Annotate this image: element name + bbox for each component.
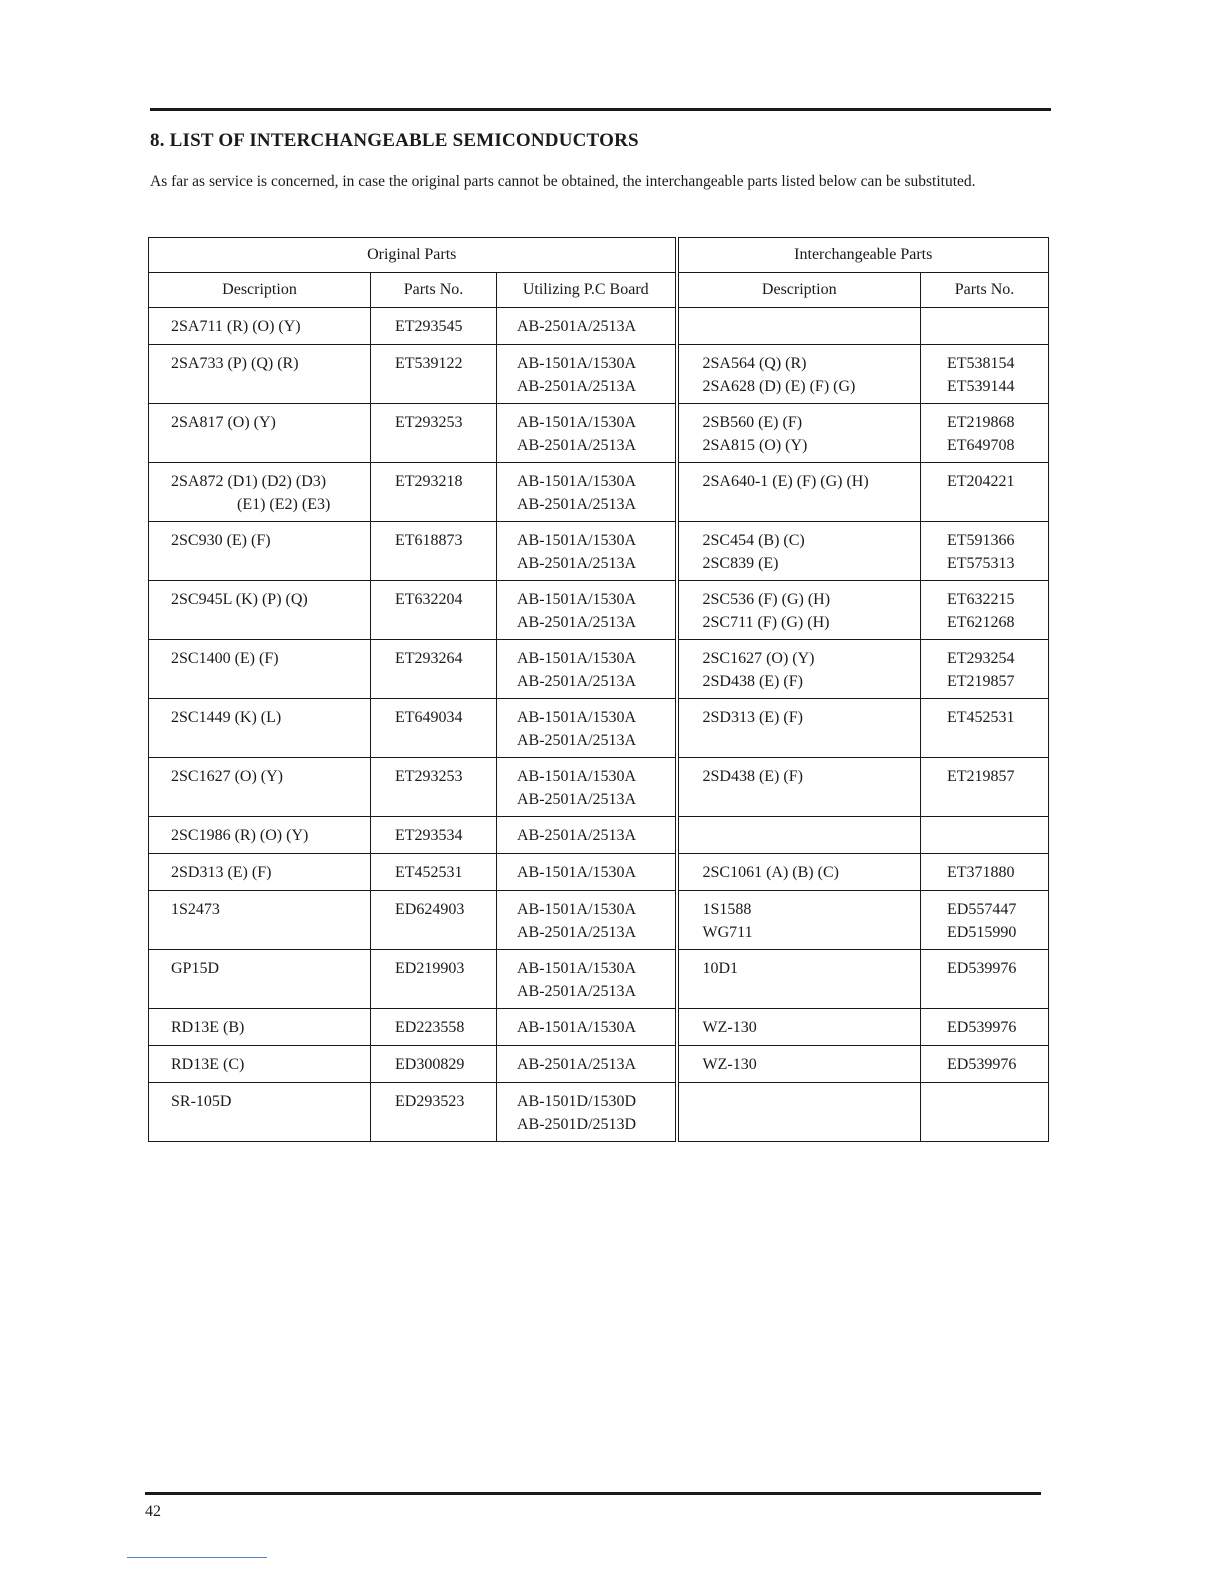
cell-line: AB-2501A/2513A — [517, 613, 637, 631]
cell-description — [149, 1009, 371, 1046]
cell-parts-no — [371, 404, 497, 463]
cell-line: ET219857 — [947, 768, 1015, 785]
cell-line: 2SC839 (E) — [702, 554, 779, 572]
cell-description — [149, 308, 371, 345]
cell-description — [149, 891, 371, 950]
col-board: Utilizing P.C Board — [497, 273, 677, 308]
cell-line: 2SC1986 (R) (O) (Y) — [171, 827, 309, 844]
cell-line: ET293545 — [395, 318, 463, 335]
cell-board — [497, 345, 677, 404]
cell-line: 2SC945L (K) (P) (Q) — [171, 591, 308, 608]
cell-line: ET591366 — [947, 532, 1015, 549]
cell-alt-parts-no — [921, 1046, 1049, 1083]
cell-alt-description — [677, 404, 921, 463]
cell-line: 2SD438 (E) (F) — [702, 672, 803, 690]
cell-parts-no — [371, 854, 497, 891]
cell-alt-description — [677, 891, 921, 950]
cell-description — [149, 950, 371, 1009]
table-row — [149, 1083, 1049, 1142]
table-row — [149, 854, 1049, 891]
cell-line: 2SA628 (D) (E) (F) (G) — [702, 377, 856, 395]
cell-alt-parts-no — [921, 699, 1049, 758]
cell-board — [497, 1083, 677, 1142]
cell-line: ET538154 — [947, 355, 1015, 372]
cell-line: AB-2501A/2513A — [517, 923, 637, 941]
cell-line: (E1) (E2) (E3) — [237, 495, 331, 513]
cell-board — [497, 758, 677, 817]
cell-alt-description — [677, 817, 921, 854]
cell-parts-no — [371, 891, 497, 950]
cell-line: 2SC1449 (K) (L) — [171, 709, 282, 726]
cell-alt-parts-no — [921, 891, 1049, 950]
cell-alt-description — [677, 345, 921, 404]
cell-line: AB-1501A/1530A — [517, 709, 637, 726]
cell-line: AB-2501A/2513A — [517, 827, 637, 844]
cell-description — [149, 1083, 371, 1142]
table-row — [149, 758, 1049, 817]
cell-line: 2SC1400 (E) (F) — [171, 650, 279, 667]
cell-line: 2SA872 (D1) (D2) (D3) — [171, 473, 327, 490]
cell-alt-parts-no — [921, 1009, 1049, 1046]
cell-line: AB-1501A/1530A — [517, 414, 637, 431]
cell-line: AB-1501A/1530A — [517, 532, 637, 549]
cell-parts-no — [371, 581, 497, 640]
cell-line: ED515990 — [947, 923, 1017, 941]
cell-line: ET632204 — [395, 591, 463, 608]
table-row — [149, 345, 1049, 404]
cell-line: 2SC1061 (A) (B) (C) — [702, 864, 839, 881]
cell-line: 2SC1627 (O) (Y) — [171, 768, 283, 785]
cell-alt-description — [677, 758, 921, 817]
cell-description — [149, 522, 371, 581]
cell-line: AB-2501A/2513A — [517, 672, 637, 690]
footer-mark — [127, 1557, 267, 1558]
cell-line: ED624903 — [395, 901, 465, 918]
cell-alt-description — [677, 1046, 921, 1083]
cell-line: ED539976 — [947, 1056, 1017, 1073]
cell-line: ED293523 — [395, 1093, 465, 1110]
original-parts-header: Original Parts — [149, 238, 677, 273]
table-row — [149, 950, 1049, 1009]
table-row — [149, 817, 1049, 854]
cell-line: AB-2501A/2513A — [517, 1056, 637, 1073]
col-alt-parts-no: Parts No. — [921, 273, 1049, 308]
cell-parts-no — [371, 699, 497, 758]
cell-alt-description — [677, 699, 921, 758]
cell-description — [149, 758, 371, 817]
table-body — [149, 308, 1049, 1142]
cell-line: AB-1501A/1530A — [517, 901, 637, 918]
cell-alt-description — [677, 950, 921, 1009]
cell-description — [149, 1046, 371, 1083]
cell-line: ET293253 — [395, 768, 463, 785]
cell-alt-description — [677, 1009, 921, 1046]
cell-board — [497, 404, 677, 463]
cell-parts-no — [371, 1046, 497, 1083]
cell-line: AB-1501A/1530A — [517, 1019, 637, 1036]
cell-line: ED300829 — [395, 1056, 465, 1073]
cell-line: ET293253 — [395, 414, 463, 431]
cell-line: ET293264 — [395, 650, 463, 667]
cell-description — [149, 640, 371, 699]
cell-board — [497, 891, 677, 950]
cell-alt-parts-no — [921, 522, 1049, 581]
table-row — [149, 699, 1049, 758]
cell-board — [497, 699, 677, 758]
cell-line: AB-1501A/1530A — [517, 650, 637, 667]
cell-line: AB-1501A/1530A — [517, 864, 637, 881]
interchangeable-parts-header: Interchangeable Parts — [677, 238, 1049, 273]
cell-line: 2SD438 (E) (F) — [702, 768, 803, 785]
cell-line: AB-2501D/2513D — [517, 1115, 637, 1133]
cell-parts-no — [371, 758, 497, 817]
cell-line: WZ-130 — [702, 1056, 757, 1073]
cell-description — [149, 699, 371, 758]
cell-line: ET649034 — [395, 709, 463, 726]
cell-line: RD13E (C) — [171, 1056, 245, 1073]
cell-line: ED557447 — [947, 901, 1017, 918]
cell-line: ET452531 — [947, 709, 1015, 726]
cell-line: AB-2501A/2513A — [517, 790, 637, 808]
cell-line: 2SD313 (E) (F) — [171, 864, 272, 881]
cell-alt-parts-no — [921, 345, 1049, 404]
cell-line: 2SC930 (E) (F) — [171, 532, 271, 549]
cell-line: 10D1 — [702, 960, 739, 977]
cell-description — [149, 854, 371, 891]
cell-parts-no — [371, 345, 497, 404]
cell-alt-parts-no — [921, 308, 1049, 345]
cell-line: AB-2501A/2513A — [517, 731, 637, 749]
cell-parts-no — [371, 1083, 497, 1142]
cell-line: AB-2501A/2513A — [517, 377, 637, 395]
cell-description — [149, 581, 371, 640]
cell-parts-no — [371, 1009, 497, 1046]
cell-alt-parts-no — [921, 854, 1049, 891]
cell-alt-description — [677, 854, 921, 891]
cell-line: 2SA640-1 (E) (F) (G) (H) — [702, 473, 869, 490]
cell-board — [497, 854, 677, 891]
cell-board — [497, 950, 677, 1009]
cell-board — [497, 640, 677, 699]
col-alt-description: Description — [677, 273, 921, 308]
cell-description — [149, 817, 371, 854]
cell-line: ET293218 — [395, 473, 463, 490]
cell-alt-parts-no — [921, 463, 1049, 522]
cell-alt-parts-no — [921, 640, 1049, 699]
cell-line: SR-105D — [171, 1093, 232, 1110]
cell-alt-description — [677, 308, 921, 345]
cell-board — [497, 1009, 677, 1046]
cell-line: 2SC1627 (O) (Y) — [702, 650, 815, 667]
cell-line: AB-1501A/1530A — [517, 591, 637, 608]
cell-alt-parts-no — [921, 1083, 1049, 1142]
cell-line: ED539976 — [947, 1019, 1017, 1036]
cell-alt-parts-no — [921, 581, 1049, 640]
cell-alt-description — [677, 463, 921, 522]
cell-board — [497, 581, 677, 640]
cell-parts-no — [371, 950, 497, 1009]
cell-line: ET618873 — [395, 532, 463, 549]
cell-line: 2SA711 (R) (O) (Y) — [171, 318, 301, 335]
cell-line: WG711 — [702, 923, 753, 941]
cell-line: ED539976 — [947, 960, 1017, 977]
cell-line: ET219857 — [947, 672, 1015, 690]
cell-line: ED219903 — [395, 960, 465, 977]
cell-line: 2SB560 (E) (F) — [702, 414, 803, 431]
cell-line: ET575313 — [947, 554, 1015, 572]
cell-line: AB-1501A/1530A — [517, 355, 637, 372]
cell-line: ET371880 — [947, 864, 1015, 881]
cell-alt-description — [677, 522, 921, 581]
cell-alt-parts-no — [921, 950, 1049, 1009]
cell-board — [497, 1046, 677, 1083]
cell-line: WZ-130 — [702, 1019, 757, 1036]
cell-parts-no — [371, 640, 497, 699]
section-heading: 8. LIST OF INTERCHANGEABLE SEMICONDUCTORS — [150, 130, 639, 151]
cell-alt-parts-no — [921, 404, 1049, 463]
cell-line: ET452531 — [395, 864, 463, 881]
cell-line: ET539122 — [395, 355, 463, 372]
cell-board — [497, 308, 677, 345]
cell-line: ET649708 — [947, 436, 1015, 454]
cell-line: 2SA817 (O) (Y) — [171, 414, 276, 431]
cell-line: AB-2501A/2513A — [517, 554, 637, 572]
semiconductor-table — [148, 237, 1049, 1142]
cell-line: ET632215 — [947, 591, 1015, 608]
cell-description — [149, 404, 371, 463]
cell-line: AB-2501A/2513A — [517, 318, 637, 335]
table-row — [149, 640, 1049, 699]
cell-description — [149, 345, 371, 404]
intro-paragraph: As far as service is concerned, in case the original parts cannot be obtained, the interchangeable parts listed below can be substituted. — [150, 173, 976, 190]
cell-line: ET204221 — [947, 473, 1015, 490]
cell-line: AB-1501A/1530A — [517, 960, 637, 977]
cell-line: ED223558 — [395, 1019, 465, 1036]
cell-line: 2SC454 (B) (C) — [702, 532, 805, 549]
cell-line: 1S1588 — [702, 901, 752, 918]
table-row — [149, 463, 1049, 522]
cell-line: ET621268 — [947, 613, 1015, 631]
cell-line: 2SC536 (F) (G) (H) — [702, 591, 831, 608]
bottom-rule — [145, 1492, 1041, 1495]
cell-alt-description — [677, 640, 921, 699]
cell-alt-parts-no — [921, 758, 1049, 817]
cell-line: 2SA815 (O) (Y) — [702, 436, 808, 454]
cell-line: 2SA733 (P) (Q) (R) — [171, 355, 299, 372]
cell-board — [497, 463, 677, 522]
table-row — [149, 581, 1049, 640]
table-row — [149, 308, 1049, 345]
col-description: Description — [149, 273, 371, 308]
col-parts-no: Parts No. — [371, 273, 497, 308]
cell-parts-no — [371, 817, 497, 854]
page-number: 42 — [145, 1503, 161, 1520]
cell-alt-description — [677, 1083, 921, 1142]
cell-board — [497, 522, 677, 581]
cell-line: 2SA564 (Q) (R) — [702, 355, 807, 372]
cell-parts-no — [371, 522, 497, 581]
table-row — [149, 522, 1049, 581]
top-rule — [150, 108, 1051, 111]
cell-parts-no — [371, 463, 497, 522]
cell-parts-no — [371, 308, 497, 345]
cell-line: AB-1501A/1530A — [517, 768, 637, 785]
cell-line: ET293254 — [947, 650, 1015, 667]
cell-description — [149, 463, 371, 522]
table-row — [149, 1009, 1049, 1046]
cell-line: ET293534 — [395, 827, 463, 844]
cell-line: ET539144 — [947, 377, 1015, 395]
cell-line: RD13E (B) — [171, 1019, 245, 1036]
cell-line: 1S2473 — [171, 901, 220, 918]
cell-line: AB-2501A/2513A — [517, 436, 637, 454]
cell-line: GP15D — [171, 960, 220, 977]
cell-alt-parts-no — [921, 817, 1049, 854]
cell-line: 2SC711 (F) (G) (H) — [702, 613, 830, 631]
cell-line: AB-2501A/2513A — [517, 495, 637, 513]
cell-line: ET219868 — [947, 414, 1015, 431]
cell-line: AB-1501D/1530D — [517, 1093, 637, 1110]
table-row — [149, 404, 1049, 463]
cell-line: AB-2501A/2513A — [517, 982, 637, 1000]
cell-alt-description — [677, 581, 921, 640]
table-row — [149, 891, 1049, 950]
cell-line: AB-1501A/1530A — [517, 473, 637, 490]
cell-line: 2SD313 (E) (F) — [702, 709, 803, 726]
cell-board — [497, 817, 677, 854]
table-row — [149, 1046, 1049, 1083]
